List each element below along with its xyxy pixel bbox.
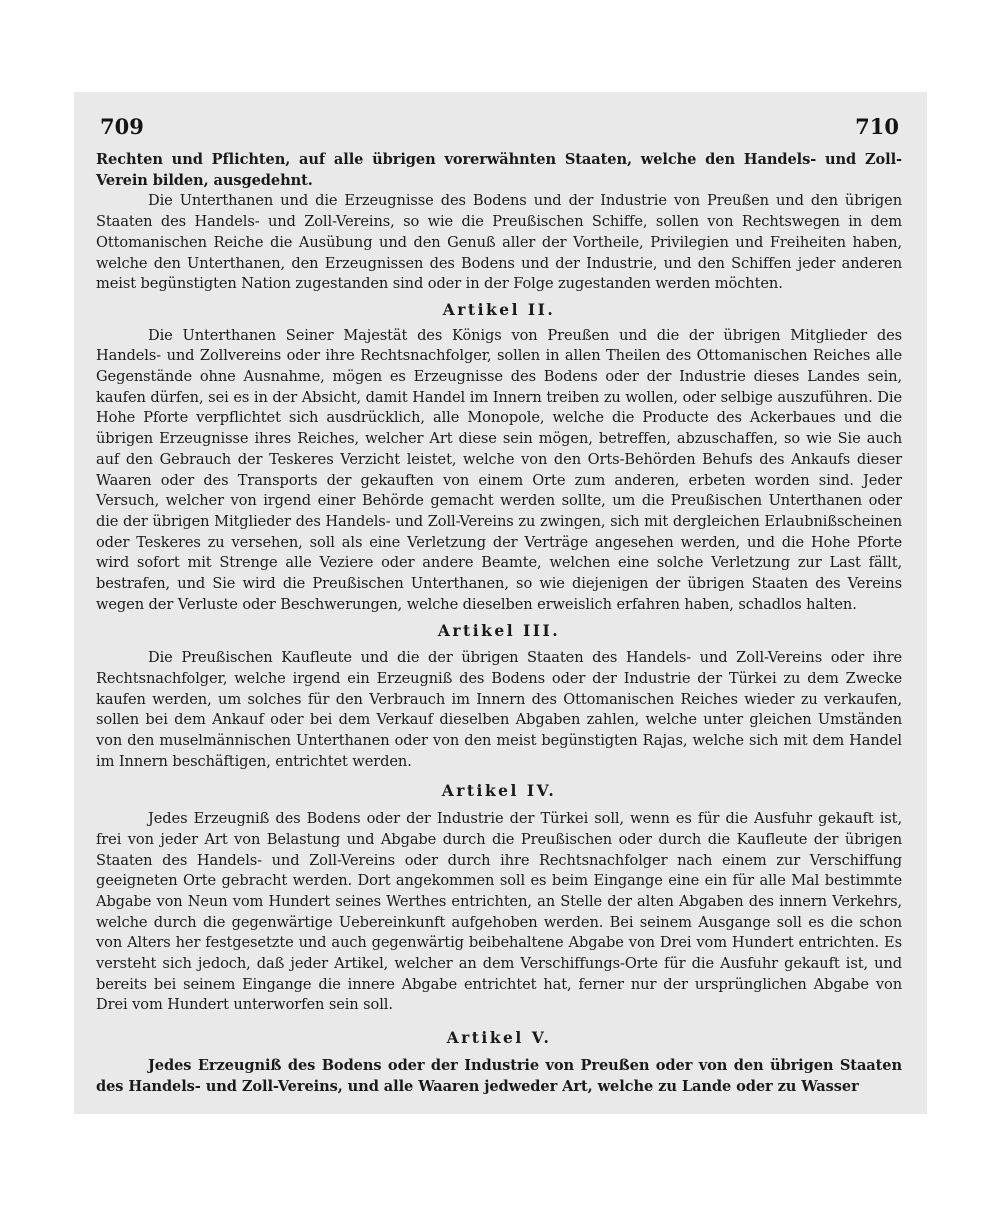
paragraph-article-4: Jedes Erzeugniß des Bodens oder der Industrie der Türkei soll, wenn es für die Ausfuhr gekauft ist, frei von jeder Art von Belastung und Abgabe durch die Preußischen oder durch die Kaufleute der übrigen Staaten des Handels- und Zoll-Vereins oder durch ihre Rechtsnachfolger nach einem zur Verschiffung geeigneten Orte gebracht werden. Dort angekommen soll es beim Eingange eine ein für alle Mal bestimmte Abgabe von Neun vom Hundert seines Werthes entrichten, an Stelle der alten Abgaben des innern Verkehrs, welche durch die gegenwärtige Uebereinkunft aufgehoben werden. Bei seinem Ausgange soll es die schon von Alters her festgesetzte und auch gegenwärtig beibehaltene Abgabe von Drei vom Hundert entrichten. Es versteht sich jedoch, daß jeder Artikel, welcher an dem Verschiffungs-Orte für die Ausfuhr gekauft ist, und bereits bei seinem Eingange die innere Abgabe entrichtet hat, ferner nur der ursprünglichen Abgabe von Drei vom Hundert unterworfen sein soll. — [96, 810, 902, 1014]
page-number-right: 710 — [855, 114, 899, 139]
page-number-left: 709 — [100, 114, 144, 139]
paragraph-article-3: Die Preußischen Kaufleute und die der übrigen Staaten des Handels- und Zoll-Vereins oder ihre Rechtsnachfolger, welche irgend ein Erzeugniß des Bodens oder der Industrie der Türkei zu dem Zwecke kaufen werden, um solches für den Verbrauch im Innern des Ottomanischen Reiches wieder zu verkaufen, sollen bei dem Ankauf oder bei dem Verkauf dieselben Abgaben zahlen, welche unter gleichen Umständen von den muselmännischen Unterthanen oder von den meist begünstigten Rajas, welche sich mit dem Handel im Innern beschäftigen, entrichtet werden. — [96, 649, 902, 770]
paragraph-article-2: Die Unterthanen Seiner Majestät des Königs von Preußen und die der übrigen Mitglieder des Handels- und Zollvereins oder ihre Rechtsnachfolger, sollen in allen Theilen des Ottomanischen Reiches alle Gegenstände ohne Ausnahme, mögen es Erzeugnisse des Bodens oder der Industrie dieses Landes sein, kaufen dürfen, sei es in der Absicht, damit Handel im Innern treiben zu wollen, oder selbige auszuführen. Die Hohe Pforte verpflichtet sich ausdrücklich, alle Monopole, welche die Producte des Ackerbaues und die übrigen Erzeugnisse ihres Reiches, welcher Art diese sein mögen, betreffen, abzuschaffen, so wie Sie auch auf den Gebrauch der Teskeres Verzicht leistet, welche von den Orts-Behörden Behufs des Ankaufs dieser Waaren oder des Transports der gekauften von einem Orte zum anderen, erbeten worden sind. Jeder Versuch, welcher von irgend einer Behörde gemacht werden sollte, um die Preußischen Unterthanen oder die der übrigen Mitglieder des Handels- und Zoll-Vereins zu zwingen, sich mit dergleichen Erlaubnißscheinen oder Teskeres zu versehen, soll als eine Verletzung der Verträge angesehen werden, und die Hohe Pforte wird sofort mit Strenge alle Veziere oder andere Beamte, welchen eine solche Verletzung zur Last fällt, bestrafen, und Sie wird die Preußischen Unterthanen, so wie diejenigen der übrigen Staaten des Vereins wegen der Verluste oder Beschwerungen, welche dieselben erweislich erfahren haben, schadlos halten. — [96, 326, 902, 613]
paragraph-continuation: Rechten und Pflichten, auf alle übrigen vorerwähnten Staaten, welche den Handels- und Zoll-Verein bilden, ausgedehnt. — [96, 151, 902, 189]
heading-article-2: Artikel II. — [442, 299, 556, 319]
paragraph-article-1: Die Unterthanen und die Erzeugnisse des Bodens und der Industrie von Preußen und den übrigen Staaten des Handels- und Zoll-Vereins, so wie die Preußischen Schiffe, sollen von Rechtswegen in dem Ottomanischen Reiche die Ausübung und den Genuß aller der Vortheile, Privilegien und Freiheiten haben, welche den Unterthanen, den Erzeugnissen des Bodens und der Industrie, und den Schiffen jeder anderen meist begünstigten Nation zugestanden sind oder in der Folge zugestanden werden möchten. — [96, 192, 902, 293]
page-body — [96, 150, 902, 1097]
heading-article-3: Artikel III. — [437, 621, 561, 641]
paragraph-article-5: Jedes Erzeugniß des Bodens oder der Industrie von Preußen oder von den übrigen Staaten des Handels- und Zoll-Vereins, und alle Waaren jedweder Art, welche zu Lande oder zu Wasser — [96, 1056, 902, 1095]
heading-article-4: Artikel IV. — [441, 781, 557, 801]
heading-article-5: Artikel V. — [446, 1028, 552, 1048]
scanned-page — [74, 92, 927, 1114]
